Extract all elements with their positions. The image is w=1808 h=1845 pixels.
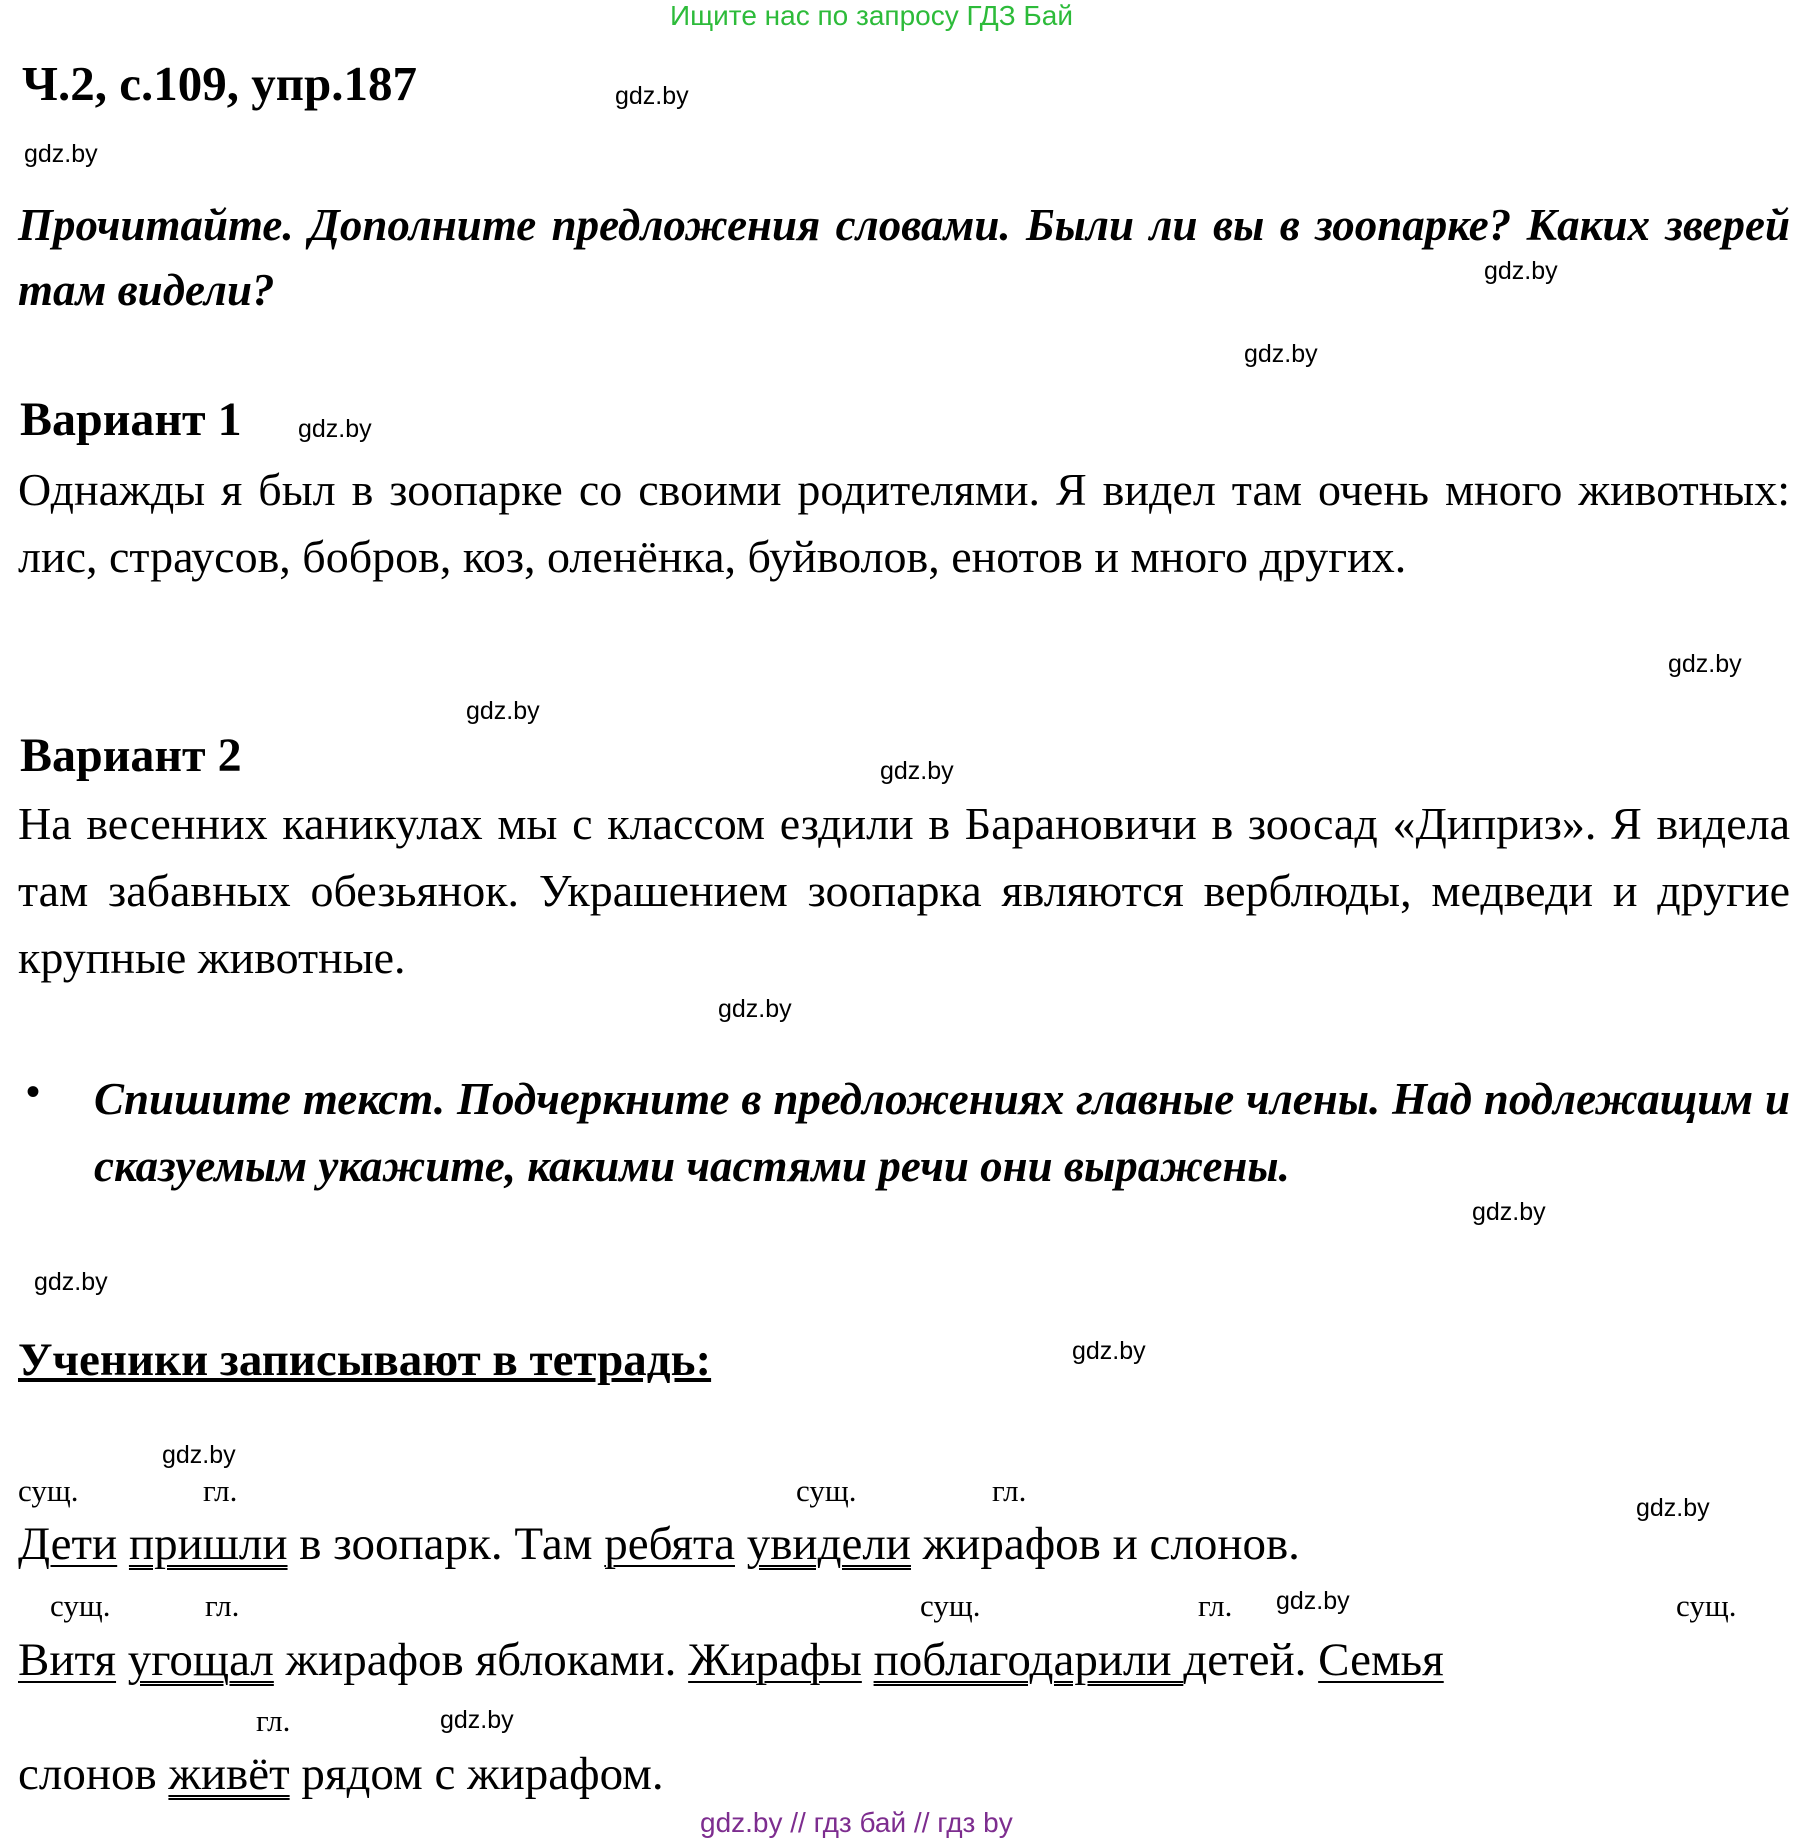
- watermark: gdz.by: [1484, 257, 1558, 285]
- watermark: gdz.by: [1244, 340, 1318, 368]
- pos-label-noun: сущ.: [1676, 1588, 1737, 1623]
- page-title: Ч.2, с.109, упр.187: [22, 56, 417, 111]
- subject-word: Витя: [18, 1634, 117, 1686]
- sentence-line-3: [18, 1747, 664, 1801]
- text-segment: жирафов и слонов.: [910, 1518, 1300, 1570]
- bullet: •: [26, 1069, 41, 1114]
- watermark: gdz.by: [718, 995, 792, 1023]
- pos-label-verb: гл.: [203, 1473, 238, 1508]
- variant1-heading: Вариант 1: [20, 393, 242, 446]
- bottom-banner: gdz.by // гдз бай // гдз by: [700, 1807, 1013, 1838]
- pos-label-verb: гл.: [992, 1473, 1027, 1508]
- predicate-word: поблагодарили: [873, 1634, 1184, 1686]
- watermark: gdz.by: [1668, 650, 1742, 678]
- text-segment: [735, 1518, 747, 1570]
- watermark: gdz.by: [1276, 1587, 1350, 1615]
- pos-label-verb: гл.: [1198, 1588, 1233, 1623]
- sentence-line-1: [18, 1517, 1300, 1571]
- variant2-text: На весенних каникулах мы с классом ездили в Барановичи в зоосад «Диприз». Я видела там забавных обезьянок. Украшением зоопарка являются верблюды, медведи и другие крупные животные.: [18, 798, 1790, 983]
- watermark: gdz.by: [34, 1268, 108, 1296]
- watermark: gdz.by: [1472, 1198, 1546, 1226]
- pos-label-noun: сущ.: [50, 1588, 111, 1623]
- watermark: gdz.by: [615, 82, 689, 110]
- pos-label-verb: гл.: [205, 1588, 240, 1623]
- task2-instruction: Спишите текст. Подчеркните в предложениях главные члены. Над подлежащим и сказуемым укажите, какими частями речи они выражены.: [94, 1074, 1790, 1191]
- watermark: gdz.by: [162, 1441, 236, 1469]
- pos-label-noun: сущ.: [796, 1473, 857, 1508]
- variant2-heading: Вариант 2: [20, 729, 242, 782]
- text-segment: рядом с жирафом.: [289, 1748, 664, 1800]
- section-heading: Ученики записывают в тетрадь:: [18, 1334, 712, 1386]
- watermark: gdz.by: [466, 697, 540, 725]
- text-segment: [862, 1634, 874, 1686]
- text-segment: детей.: [1183, 1634, 1319, 1686]
- subject-word: ребята: [604, 1518, 735, 1570]
- text-segment: в зоопарк. Там: [287, 1518, 605, 1570]
- instruction: Прочитайте. Дополните предложения словами. Были ли вы в зоопарке? Каких зверей там видели?: [18, 200, 1790, 315]
- watermark: gdz.by: [298, 415, 372, 443]
- variant1-text: Однажды я был в зоопарке со своими родителями. Я видел там очень много животных: лис, страусов, бобров, коз, оленёнка, буйволов, енотов и много других.: [18, 464, 1790, 582]
- subject-word: Семья: [1318, 1634, 1444, 1686]
- subject-word: Дети: [18, 1518, 118, 1570]
- predicate-word: живёт: [168, 1748, 290, 1800]
- subject-word: Жирафы: [688, 1634, 862, 1686]
- text-segment: слонов: [18, 1748, 169, 1800]
- text-segment: [117, 1518, 129, 1570]
- predicate-word: пришли: [128, 1518, 288, 1570]
- text-segment: [116, 1634, 128, 1686]
- watermark: gdz.by: [440, 1706, 514, 1734]
- predicate-word: увидели: [746, 1518, 911, 1570]
- pos-label-noun: сущ.: [920, 1588, 981, 1623]
- predicate-word: угощал: [127, 1634, 274, 1686]
- pos-label-verb: гл.: [256, 1703, 291, 1738]
- watermark: gdz.by: [24, 140, 98, 168]
- sentence-line-2: [18, 1633, 1444, 1687]
- text-segment: жирафов яблоками.: [273, 1634, 689, 1686]
- top-banner: Ищите нас по запросу ГДЗ Бай: [670, 0, 1074, 31]
- watermark: gdz.by: [880, 757, 954, 785]
- watermark: gdz.by: [1072, 1337, 1146, 1365]
- pos-label-noun: сущ.: [18, 1473, 79, 1508]
- watermark: gdz.by: [1636, 1494, 1710, 1522]
